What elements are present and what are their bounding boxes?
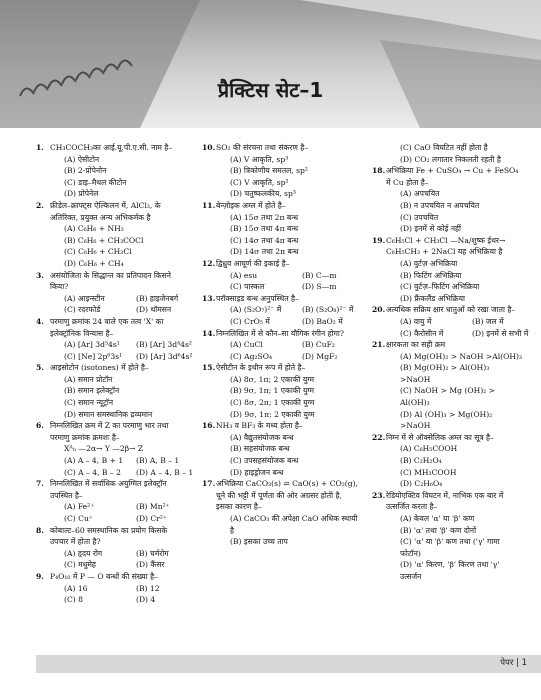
question-number: 18. <box>372 166 386 176</box>
option-row <box>50 258 186 270</box>
answer-option: (A) V आकृति, sp³ <box>230 154 289 164</box>
answer-option: (C) C₆H₆ + CH₃Cl <box>64 247 132 257</box>
option-row <box>216 339 360 351</box>
option-row <box>50 374 186 386</box>
option-row <box>216 385 360 397</box>
option-row <box>216 270 360 282</box>
decorative-notebook-graphic <box>0 0 541 128</box>
answer-option: (B) 12 <box>136 583 160 593</box>
question <box>36 571 186 606</box>
question-number: 13. <box>202 293 216 303</box>
option-row <box>50 548 186 560</box>
answer-option: (A) Mg(OH)₂ > NaOH >Al(OH)₃ <box>400 351 522 361</box>
answer-option: (A) अपचयित <box>400 189 440 199</box>
answer-option: (A) [Ar] 3d⁵4s¹ <box>64 340 120 350</box>
answer-option: (D) Al (OH)₃ > Mg(OH)₂ >NaOH <box>400 409 493 431</box>
question-text: बेन्ज़ोइक अम्ल में होते है– <box>216 200 286 210</box>
question <box>36 270 186 316</box>
option-row <box>386 455 522 467</box>
question-number: 19. <box>372 235 386 245</box>
question <box>372 339 522 432</box>
page-title: प्रैक्टिस सेट–1 <box>217 78 324 102</box>
answer-option: (D) 4 <box>136 595 156 605</box>
question-number: 7. <box>36 479 44 489</box>
answer-option: (B) फिटिंग अभिक्रिया <box>400 270 462 280</box>
option-row <box>50 177 186 189</box>
answer-option: (B) त्रिकोणीय समतल, sp² <box>230 166 308 176</box>
answer-option: (C) कैरोसीन में <box>400 328 444 338</box>
answer-option: (C) रदरफोर्ड <box>64 305 101 315</box>
answer-option: (C) MH₃COOH <box>400 467 457 477</box>
option-row <box>386 513 522 525</box>
option-row <box>386 223 522 235</box>
question <box>36 478 186 524</box>
answer-option: (D) S—m <box>302 282 337 292</box>
answer-option: (D) इनमें से कोई नहीं <box>400 224 462 234</box>
option-row <box>216 455 360 467</box>
question-number: 12. <box>202 258 216 268</box>
option-row <box>50 293 186 305</box>
answer-option: (D) BaO₂ में <box>302 316 343 326</box>
question-number: 20. <box>372 305 386 315</box>
answer-option: (C) [Ne] 2p⁶3s¹ <box>64 351 123 361</box>
option-row <box>50 443 186 455</box>
answer-option: (A) समान प्रोटॉन <box>64 374 113 384</box>
question-text: अत्यधिक सक्रिय क्षार धातुओं को रखा जाता है– <box>386 305 516 315</box>
answer-option: (D) थॉमसन <box>136 305 172 315</box>
option-row <box>50 223 186 235</box>
answer-option: (B) चर्मरोग <box>136 548 169 558</box>
page-number: पेपर | 1 <box>500 658 527 668</box>
question-number: 5. <box>36 363 44 373</box>
question <box>372 304 529 339</box>
answer-option: (D) इनमें से सभी में <box>472 328 529 338</box>
option-row <box>50 455 186 467</box>
option-row <box>386 351 522 363</box>
option-row <box>216 432 360 444</box>
question-text: निम्नलिखित में से कौन–सा यौगिक रंगीन होगा? <box>216 328 344 338</box>
question-text: C₆H₅Cl + CH₃Cl —Na/शुष्क ईथर→ C₆H₅CH₃ + 2NaCl यह अभिक्रिया है <box>386 235 506 257</box>
answer-option: (A) C₆H₅COOH <box>400 444 458 454</box>
question <box>36 525 186 571</box>
option-row <box>386 478 522 490</box>
answer-option: (D) 9σ, 1π; 2 एकाकी युग्म <box>230 409 315 419</box>
answer-option: (B) 9σ, 1π; 1 एकाकी युग्म <box>230 386 315 396</box>
question-text: CH₃COCH₃का आई.यू.पी.ए.सी. नाम है– <box>50 143 173 152</box>
option-row <box>216 177 360 189</box>
answer-option: (A) 16 <box>64 583 88 593</box>
question-number: 4. <box>36 316 44 326</box>
option-row <box>50 397 186 409</box>
option-row <box>216 235 360 247</box>
question <box>202 420 360 478</box>
answer-option: (C) CrO₅ में <box>230 316 270 326</box>
option-row <box>386 316 522 328</box>
option-row <box>216 536 360 548</box>
answer-option: (D) फ्रैंकलैंड अभिक्रिया <box>400 293 466 303</box>
option-row <box>216 316 360 328</box>
option-row <box>386 536 522 559</box>
option-row <box>386 281 522 293</box>
question <box>372 432 522 490</box>
option-row <box>50 154 186 166</box>
option-row <box>216 397 360 409</box>
option-row <box>386 200 522 212</box>
question-text: द्विध्रुव आघूर्ण की इकाई है– <box>216 258 290 268</box>
question-text: ऐसीटीन के इथीन रूप में होते है– <box>216 363 306 373</box>
answer-option: (B) इसका उच्च ताप <box>230 537 288 547</box>
answer-option: (C) V आकृति, sp² <box>230 177 289 187</box>
option-row <box>216 513 360 536</box>
option-row <box>386 559 522 582</box>
option-row <box>50 583 186 595</box>
footer-bar <box>36 655 541 673</box>
question-text: अभिक्रिया CaCO₃(s) ⇌ CaO(s) + CO₂(g), चूने की भट्टी में पूर्णता की ओर अग्रसर होती है, इसका कारण है– <box>216 479 358 512</box>
option-row <box>50 188 186 200</box>
option-row <box>386 443 522 455</box>
answer-option: (A) C₆H₆ + NH₃ <box>64 224 124 234</box>
question <box>202 362 360 420</box>
question-text: अभिक्रिया Fe + CuSO₄ → Cu + FeSO₄ में Cu होता है– <box>386 166 519 187</box>
answer-option: (C) वुर्टज़–फिटिंग अभिक्रिया <box>400 282 480 292</box>
answer-option: (B) जल में <box>472 316 504 326</box>
question <box>36 316 193 362</box>
answer-option: (D) कैंसर <box>136 560 165 570</box>
question <box>202 293 360 328</box>
answer-option: (B) C₂H₂O₄ <box>400 456 442 466</box>
question-text: SO₂ की संरचना तथा संकरण है– <box>216 143 309 152</box>
question-number: 11. <box>202 200 216 210</box>
option-row <box>50 235 186 247</box>
question-number: 21. <box>372 340 386 350</box>
question <box>202 478 360 548</box>
question-number: 14. <box>202 328 216 338</box>
answer-option: (C) उपचयित <box>400 212 439 222</box>
question <box>202 200 360 258</box>
answer-option: (B) सहसंयोजक बन्ध <box>230 444 290 454</box>
option-row <box>386 212 522 224</box>
question-text: निम्नलिखित क्रम में Z का परमाणु भार तथा परमाणु क्रमांक क्रमशः है– <box>50 421 169 442</box>
option-row <box>216 409 360 421</box>
answer-option: (B) (S₂O₈)²⁻ में <box>302 305 354 315</box>
answer-option: (C) उपसहसंयोजक बन्ध <box>230 456 299 466</box>
answer-option: (C) डाइ–मैथल कीटोन <box>64 177 127 187</box>
option-row <box>386 362 522 385</box>
answer-option: (A) Fe²⁺ <box>64 502 95 512</box>
answer-option: (C) 'α' या 'β' कण तथा ('γ' गामा फोटॉन) <box>400 537 500 558</box>
answer-option: (B) 2-प्रोपेनोन <box>64 166 107 176</box>
question <box>372 235 522 305</box>
option-row <box>50 385 186 397</box>
answer-option: (C) 8σ, 2π; 1 एकाकी युग्म <box>230 398 315 408</box>
answer-option: (A) 15σ तथा 2π बन्ध <box>230 212 298 222</box>
answer-option: (A) A – 4, B + 1 <box>64 456 124 466</box>
answer-option: (A) आइन्स्टीन <box>64 293 105 303</box>
option-row <box>386 328 529 340</box>
option-row <box>216 223 360 235</box>
question-text: निम्न में से ऑक्सेलिक अम्ल का सूत्र है– <box>386 432 494 442</box>
question-column-3 <box>372 142 529 583</box>
question-number: 17. <box>202 479 216 489</box>
answer-option: (C) Ag₂SO₄ <box>230 351 273 361</box>
question-text: परॉक्साइड बन्ध अनुपस्थित है– <box>216 293 299 303</box>
answer-option: (C) 14σ तथा 4π बन्ध <box>230 235 299 245</box>
option-row <box>50 594 186 606</box>
question <box>36 362 186 420</box>
option-row <box>50 501 186 513</box>
option-row <box>216 443 360 455</box>
answer-option: (B) 15σ तथा 4π बन्ध <box>230 224 299 234</box>
option-row <box>386 467 522 479</box>
question <box>36 200 186 270</box>
question <box>372 165 522 235</box>
answer-option: (C) NaOH > Mg (OH)₂ > Al(OH)₃ <box>400 386 496 408</box>
answer-option: (D) 'α' किरण, 'β' किरण तथा 'γ' उत्सर्जन <box>400 560 500 581</box>
answer-option: (A) वायु में <box>400 316 432 326</box>
answer-option: (D) 14σ तथा 2π बन्ध <box>230 247 299 257</box>
question <box>36 420 194 478</box>
answer-option: (B) Mn²⁺ <box>136 502 170 512</box>
question <box>202 142 360 200</box>
answer-option: (A) केवल 'α' या 'β' कण <box>400 514 475 523</box>
answer-option: (D) [Ar] 3d⁶4s² <box>136 351 193 361</box>
option-row <box>386 258 522 270</box>
option-row <box>50 165 186 177</box>
question-text: परमाणु क्रमांक 24 वाले एक तत्व 'X' का इलेक्ट्रॉनिक विन्यास है– <box>50 316 164 338</box>
answer-option: (B) [Ar] 3d⁴4s² <box>136 340 192 350</box>
question-text: क्षारकता का सही क्रम <box>386 340 446 350</box>
question-number: 22. <box>372 432 386 442</box>
option-row <box>216 467 360 479</box>
answer-option: (C) Cu⁺ <box>64 514 93 523</box>
question-number: 8. <box>36 525 44 535</box>
answer-option: (C) 8 <box>64 595 83 605</box>
option-row <box>50 246 186 258</box>
question-text: P₄O₁₀ में P — O बन्धों की संख्या है– <box>50 571 158 581</box>
answer-option: (D) चतुष्फलकीय, sp³ <box>230 189 296 199</box>
answer-option: (B) समान इलेक्ट्रॉन <box>64 386 120 396</box>
answer-option: (C) समान न्यूट्रॉन <box>64 398 114 408</box>
answer-option: (B) CuF₂ <box>302 340 335 350</box>
question <box>202 328 360 363</box>
question-number: 2. <box>36 200 44 210</box>
question <box>372 142 522 165</box>
answer-option: (B) न उपचयित न अपचयित <box>400 200 480 210</box>
question-text: आइसोटोन (isotones) में होते है– <box>50 363 149 373</box>
answer-option: (A) ऐसीटोन <box>64 154 100 164</box>
question-number: 1. <box>36 143 44 152</box>
question-number: 16. <box>202 421 216 431</box>
question-number: 9. <box>36 571 44 581</box>
option-row <box>50 351 193 363</box>
option-row <box>386 142 522 154</box>
answer-option: (A) वैद्युतसंयोजक बन्ध <box>230 432 294 442</box>
question-text: रेडियोएक्टिव विघटन में, नाभिक एक बार में उत्सर्जित करता है– <box>386 490 504 512</box>
option-row <box>50 513 186 525</box>
option-row <box>216 165 360 177</box>
question-text: NH₃ व BF₃ के मध्य होता है– <box>216 421 303 431</box>
question-text: असंयोजिता के सिद्धान्त का प्रतिपादन किसने किया? <box>50 270 171 292</box>
answer-option: (A) (S₂O₇)²⁻ में <box>230 305 282 315</box>
question-number: 6. <box>36 421 44 431</box>
option-row <box>216 154 360 166</box>
question-column-2 <box>202 142 360 548</box>
answer-option: (D) CO₂ लगातार निकलती रहती है <box>400 154 501 164</box>
option-row <box>216 351 360 363</box>
answer-option: (B) A, B – 1 <box>136 456 180 466</box>
option-row <box>386 188 522 200</box>
option-row <box>50 304 186 316</box>
option-row <box>216 304 360 316</box>
option-row <box>50 409 186 421</box>
question-text: फ्रीडेल–क्राफ्ट्स ऐल्किलन में, AlCl₃, के अतिरिक्त, प्रयुक्त अन्य अभिकर्मक है <box>50 200 161 222</box>
answer-option: (B) Mg(OH)₂ > Al(OH)₃ >NaOH <box>400 363 490 384</box>
answer-option: (B) 'α' तथा 'β' कण दोनों <box>400 525 477 535</box>
option-row <box>216 188 360 200</box>
answer-option: Xᴬₙ —2α→ Y —2β→ Z <box>64 444 144 454</box>
question-text: निम्नलिखित में सर्वाधिक अयुग्मित इलेक्ट्रॉन उपस्थित है– <box>50 479 167 500</box>
question-number: 10. <box>202 143 216 152</box>
answer-option: (A) वुर्टज़ अभिक्रिया <box>400 258 458 268</box>
option-row <box>216 374 360 386</box>
answer-option: (A) CaCO₃ की अपेक्षा CaO अधिक स्थायी है <box>230 514 358 535</box>
answer-option: (D) MgF₂ <box>302 351 338 361</box>
answer-option: (D) C₆H₆ + CH₄ <box>64 258 124 268</box>
option-row <box>386 293 522 305</box>
question <box>372 490 522 583</box>
answer-option: (A) CuCl <box>230 340 263 350</box>
question <box>36 142 186 200</box>
option-row <box>386 270 522 282</box>
answer-option: (A) esu <box>230 270 258 280</box>
question-number: 3. <box>36 270 44 280</box>
option-row <box>386 154 522 166</box>
answer-option: (D) Cr²⁺ <box>136 514 167 523</box>
option-row <box>216 246 360 258</box>
answer-option: (D) प्रोपेनेल <box>64 189 99 199</box>
option-row <box>216 212 360 224</box>
option-row <box>386 409 522 432</box>
question-number: 23. <box>372 490 386 500</box>
question-number: 15. <box>202 363 216 373</box>
answer-option: (D) हाइड्रोजन बन्ध <box>230 467 284 477</box>
answer-option: (C) CaO विघटित नहीं होता है <box>400 143 488 152</box>
answer-option: (A) हृदय रोग <box>64 548 103 558</box>
answer-option: (B) C₆H₆ + CH₃COCl <box>64 235 144 245</box>
answer-option: (B) हाइजेनबर्ग <box>136 293 179 303</box>
answer-option: (D) A – 4, B – 1 <box>136 467 194 477</box>
option-row <box>50 559 186 571</box>
answer-option: (C) पास्कल <box>230 282 265 292</box>
answer-option: (D) C₂H₆O₄ <box>400 479 443 489</box>
question <box>202 258 360 293</box>
option-row <box>50 339 192 351</box>
header-banner <box>0 0 541 128</box>
answer-option: (D) समान समस्थानिक द्रव्यमान <box>64 409 153 419</box>
question-column-1 <box>36 142 194 606</box>
option-row <box>50 467 194 479</box>
answer-option: (A) 8σ, 1π; 2 एकाकी युग्म <box>230 374 314 384</box>
question-text: कोबाल्ट–60 समस्थानिक का प्रयोग किसके उपचार में होता है? <box>50 525 168 547</box>
answer-option: (B) C—m <box>302 270 337 280</box>
option-row <box>216 281 360 293</box>
option-row <box>386 525 522 537</box>
answer-option: (C) A – 4, B – 2 <box>64 467 121 477</box>
option-row <box>386 385 522 408</box>
answer-option: (C) मधुमेह <box>64 560 96 570</box>
